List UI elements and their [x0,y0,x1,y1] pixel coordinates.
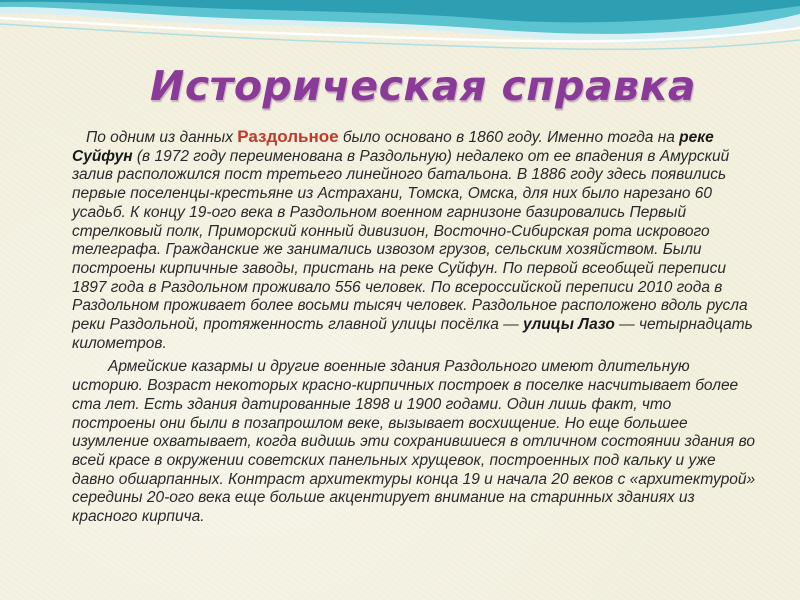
p1-part2: было основано в 1860 году. Именно тогда на [338,129,680,146]
paragraph-2: Армейские казармы и другие военные здания Раздольного имеют длительную историю. Возраст некоторых красно-кирпичных построек в поселке насчитывает более ста лет. Есть здания датированные 1898 и 1900 годами. Один лишь факт, что построены они были в позапрошлом веке, вызывает восхищение. Но еще большее изумление охватывает, когда видишь эти сохранившиеся в отличном состоянии здания во всей красе в окружении советских панельных хрущевок, построенных под кальку и уже давно обшарпанных. Контраст архитектуры конца 19 и начала 20 веков с «архитектурой» середины 20-ого века еще больше акцентирует внимание на старинных зданиях из красного кирпича. [72,358,756,526]
p1-part3: (в 1972 году переименована в Раздольную) недалеко от ее впадения в Амурский залив расположился пост третьего линейного батальона. В 1886 году здесь появились первые поселенцы-крестьяне из Астрахани, Томска, Омска, для них было нарезано 60 усадьб. К концу 19-ого века в Раздольном военном гарнизоне базировались Первый стрелковый полк, Приморский конный дивизион, Восточно-Сибирская рота искрового телеграфа. Гражданские же занимались извозом грузов, сельским хозяйством. Были построены кирпичные заводы, пристань на реке Суйфун. По первой всеобщей переписи 1897 года в Раздольном проживало 556 человек. По всероссийской переписи 2010 года в Раздольном проживает более восьми тысяч человек. Раздольное расположено вдоль русла реки Раздольной, протяженность главной улицы посёлка — [72,147,748,334]
highlight-raz-dolnoe: Раздольное [237,127,339,146]
bold-river-suifun: реке Суйфун [72,129,714,165]
bold-lazo-street: улицы Лазо [522,316,615,334]
p1-part1: По одним из данных [86,129,238,146]
paragraph-1 [72,128,757,353]
wave-decoration [0,0,800,70]
p1-part4: — четырнадцать километров. [72,316,753,352]
slide-title: Историческая справка [150,62,697,110]
body-text [72,128,757,532]
